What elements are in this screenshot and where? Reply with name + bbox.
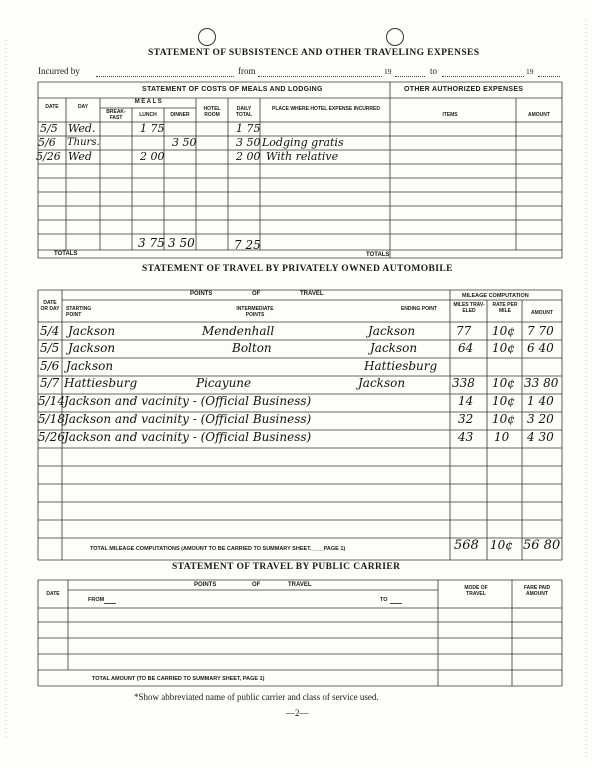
carrier-total-label: TOTAL AMOUNT (TO BE CARRIED TO SUMMARY SHEET, PAGE 1) xyxy=(92,676,265,682)
meals-col-place: PLACE WHERE HOTEL EXPENSE INCURRED xyxy=(272,106,380,112)
auto-col-intermediate: INTERMEDIATE POINTS xyxy=(236,306,274,318)
auto-row-starting: Jackson xyxy=(68,324,116,338)
meals-row-daily: 3 50 xyxy=(236,136,261,149)
carrier-section-title: STATEMENT OF TRAVEL BY PUBLIC CARRIER xyxy=(172,562,401,572)
auto-row-amount: 1 40 xyxy=(527,394,554,408)
auto-col-date: DATE OR DAY xyxy=(40,300,60,312)
meals-row-day: Wed. xyxy=(68,122,96,135)
auto-row-starting: Jackson xyxy=(68,341,116,355)
meals-row-place: Lodging gratis xyxy=(262,136,344,149)
auto-row-ending: Hattiesburg xyxy=(364,359,438,373)
auto-col-rate: RATE PER MILE xyxy=(492,302,518,314)
auto-row-amount: 4 30 xyxy=(527,430,554,444)
meals-total-lunch: 3 75 xyxy=(138,236,165,250)
auto-points-label: POINTS xyxy=(190,291,213,297)
auto-mileage-label: MILEAGE COMPUTATION xyxy=(462,293,529,299)
carrier-of-label: OF xyxy=(252,582,261,588)
carrier-from-label: FROM xyxy=(88,597,105,603)
auto-row-ending: Jackson xyxy=(358,376,406,390)
carrier-from-line xyxy=(104,603,116,604)
meals-total-daily: 7 25 xyxy=(234,238,261,252)
meals-row-date: 5/6 xyxy=(38,136,56,149)
auto-col-miles: MILES TRAV-ELED xyxy=(453,302,485,314)
carrier-col-date: DATE xyxy=(46,591,60,597)
auto-row-miles: 77 xyxy=(456,324,472,338)
auto-row-miles: 32 xyxy=(458,412,474,426)
auto-row-intermediate: Mendenhall xyxy=(202,324,275,338)
auto-row-date: 5/4 xyxy=(40,324,60,338)
incurred-by-label: Incurred by xyxy=(38,66,80,76)
auto-row-rate: 10 xyxy=(494,430,510,444)
other-expenses-title: OTHER AUTHORIZED EXPENSES xyxy=(404,86,524,93)
auto-row-date: 5/5 xyxy=(40,341,60,355)
meals-col-amount: AMOUNT xyxy=(528,112,550,118)
auto-row-full: Jackson and vacinity - (Official Business) xyxy=(64,430,312,444)
auto-row-ending: Jackson xyxy=(370,341,418,355)
carrier-travel-label: TRAVEL xyxy=(288,582,312,588)
main-title: STATEMENT OF SUBSISTENCE AND OTHER TRAVELING EXPENSES xyxy=(148,48,480,58)
auto-row-intermediate: Bolton xyxy=(232,341,272,355)
meals-total-dinner: 3 50 xyxy=(168,236,195,250)
meals-row-date: 5/5 xyxy=(40,122,58,135)
auto-row-date: 5/7 xyxy=(40,376,60,390)
auto-col-ending: ENDING POINT xyxy=(400,306,438,312)
auto-total-rate: 10¢ xyxy=(490,538,513,552)
auto-row-amount: 33 80 xyxy=(524,376,559,390)
year-prefix-2: 19 xyxy=(526,67,534,76)
auto-of-label: OF xyxy=(252,291,261,297)
meals-group-label: MEALS xyxy=(134,99,164,105)
meals-row-day: Thurs. xyxy=(67,137,100,148)
meals-row-daily: 1 75 xyxy=(236,122,261,135)
meals-row-dinner: 3 50 xyxy=(172,136,197,149)
carrier-col-fare: FARE PAID AMOUNT xyxy=(523,585,551,597)
auto-row-rate: 10¢ xyxy=(492,341,515,355)
meals-col-hotel: HOTEL ROOM xyxy=(203,106,221,118)
auto-row-miles: 64 xyxy=(458,341,474,355)
auto-row-ending: Jackson xyxy=(368,324,416,338)
meals-col-items: ITEMS xyxy=(442,112,458,118)
meals-row-daily: 2 00 xyxy=(236,150,261,163)
auto-row-rate: 10¢ xyxy=(492,324,515,338)
auto-total-label: TOTAL MILEAGE COMPUTATIONS (AMOUNT TO BE CARRIED TO SUMMARY SHEET.____PAGE 1) xyxy=(90,546,346,552)
meals-row-date: 5/26 xyxy=(36,150,61,163)
meals-section-title: STATEMENT OF COSTS OF MEALS AND LODGING xyxy=(142,86,323,93)
meals-totals-label: TOTALS xyxy=(54,251,78,257)
page-number: —2— xyxy=(286,708,309,718)
auto-col-starting: STARTING POINT xyxy=(66,306,92,318)
auto-row-amount: 3 20 xyxy=(527,412,554,426)
meals-row-lunch: 2 00 xyxy=(140,150,165,163)
auto-section-title: STATEMENT OF TRAVEL BY PRIVATELY OWNED AUTOMOBILE xyxy=(142,264,453,274)
meals-row-day: Wed xyxy=(68,150,92,163)
meals-col-day: DAY xyxy=(77,104,89,110)
auto-row-miles: 43 xyxy=(458,430,474,444)
meals-col-lunch: LUNCH xyxy=(139,112,157,118)
meals-col-dinner: DINNER xyxy=(170,112,190,118)
auto-total-amount: 56 80 xyxy=(523,538,561,553)
auto-row-rate: 10¢ xyxy=(492,412,515,426)
auto-row-date: 5/6 xyxy=(40,359,60,373)
auto-row-miles: 14 xyxy=(458,394,474,408)
auto-col-amount: AMOUNT xyxy=(531,310,553,316)
auto-row-full: Jackson and vacinity - (Official Business) xyxy=(64,394,312,408)
carrier-to-label: TO xyxy=(380,597,388,603)
meals-col-date: DATE xyxy=(45,104,59,110)
meals-col-breakfast: BREAK-FAST xyxy=(106,109,126,121)
auto-row-starting: Hattiesburg xyxy=(64,376,138,390)
auto-row-rate: 10¢ xyxy=(492,376,515,390)
auto-row-date: 5/26 xyxy=(38,430,65,444)
meals-col-daily: DAILY TOTAL xyxy=(235,106,253,118)
auto-row-full: Jackson and vacinity - (Official Business) xyxy=(64,412,312,426)
year-prefix-1: 19 xyxy=(384,67,392,76)
auto-row-intermediate: Picayune xyxy=(196,376,252,390)
carrier-points-label: POINTS xyxy=(194,582,217,588)
auto-row-starting: Jackson xyxy=(66,359,114,373)
auto-row-miles: 338 xyxy=(452,376,475,390)
carrier-to-line xyxy=(390,603,402,604)
meals-row-place: With relative xyxy=(266,150,339,163)
auto-row-rate: 10¢ xyxy=(492,394,515,408)
to-label: to xyxy=(430,66,438,76)
auto-row-date: 5/14 xyxy=(38,394,65,408)
footer-note: *Show abbreviated name of public carrier and class of service used. xyxy=(134,692,379,702)
meals-row-lunch: 1 75 xyxy=(140,122,165,135)
other-totals-label: TOTALS xyxy=(366,252,390,258)
from-label: from xyxy=(238,66,256,76)
auto-row-amount: 7 70 xyxy=(527,324,554,338)
auto-row-amount: 6 40 xyxy=(527,341,554,355)
auto-total-miles: 568 xyxy=(454,538,479,553)
carrier-col-mode: MODE OF TRAVEL xyxy=(464,585,488,597)
auto-row-date: 5/18 xyxy=(38,412,65,426)
auto-travel-label: TRAVEL xyxy=(300,291,324,297)
